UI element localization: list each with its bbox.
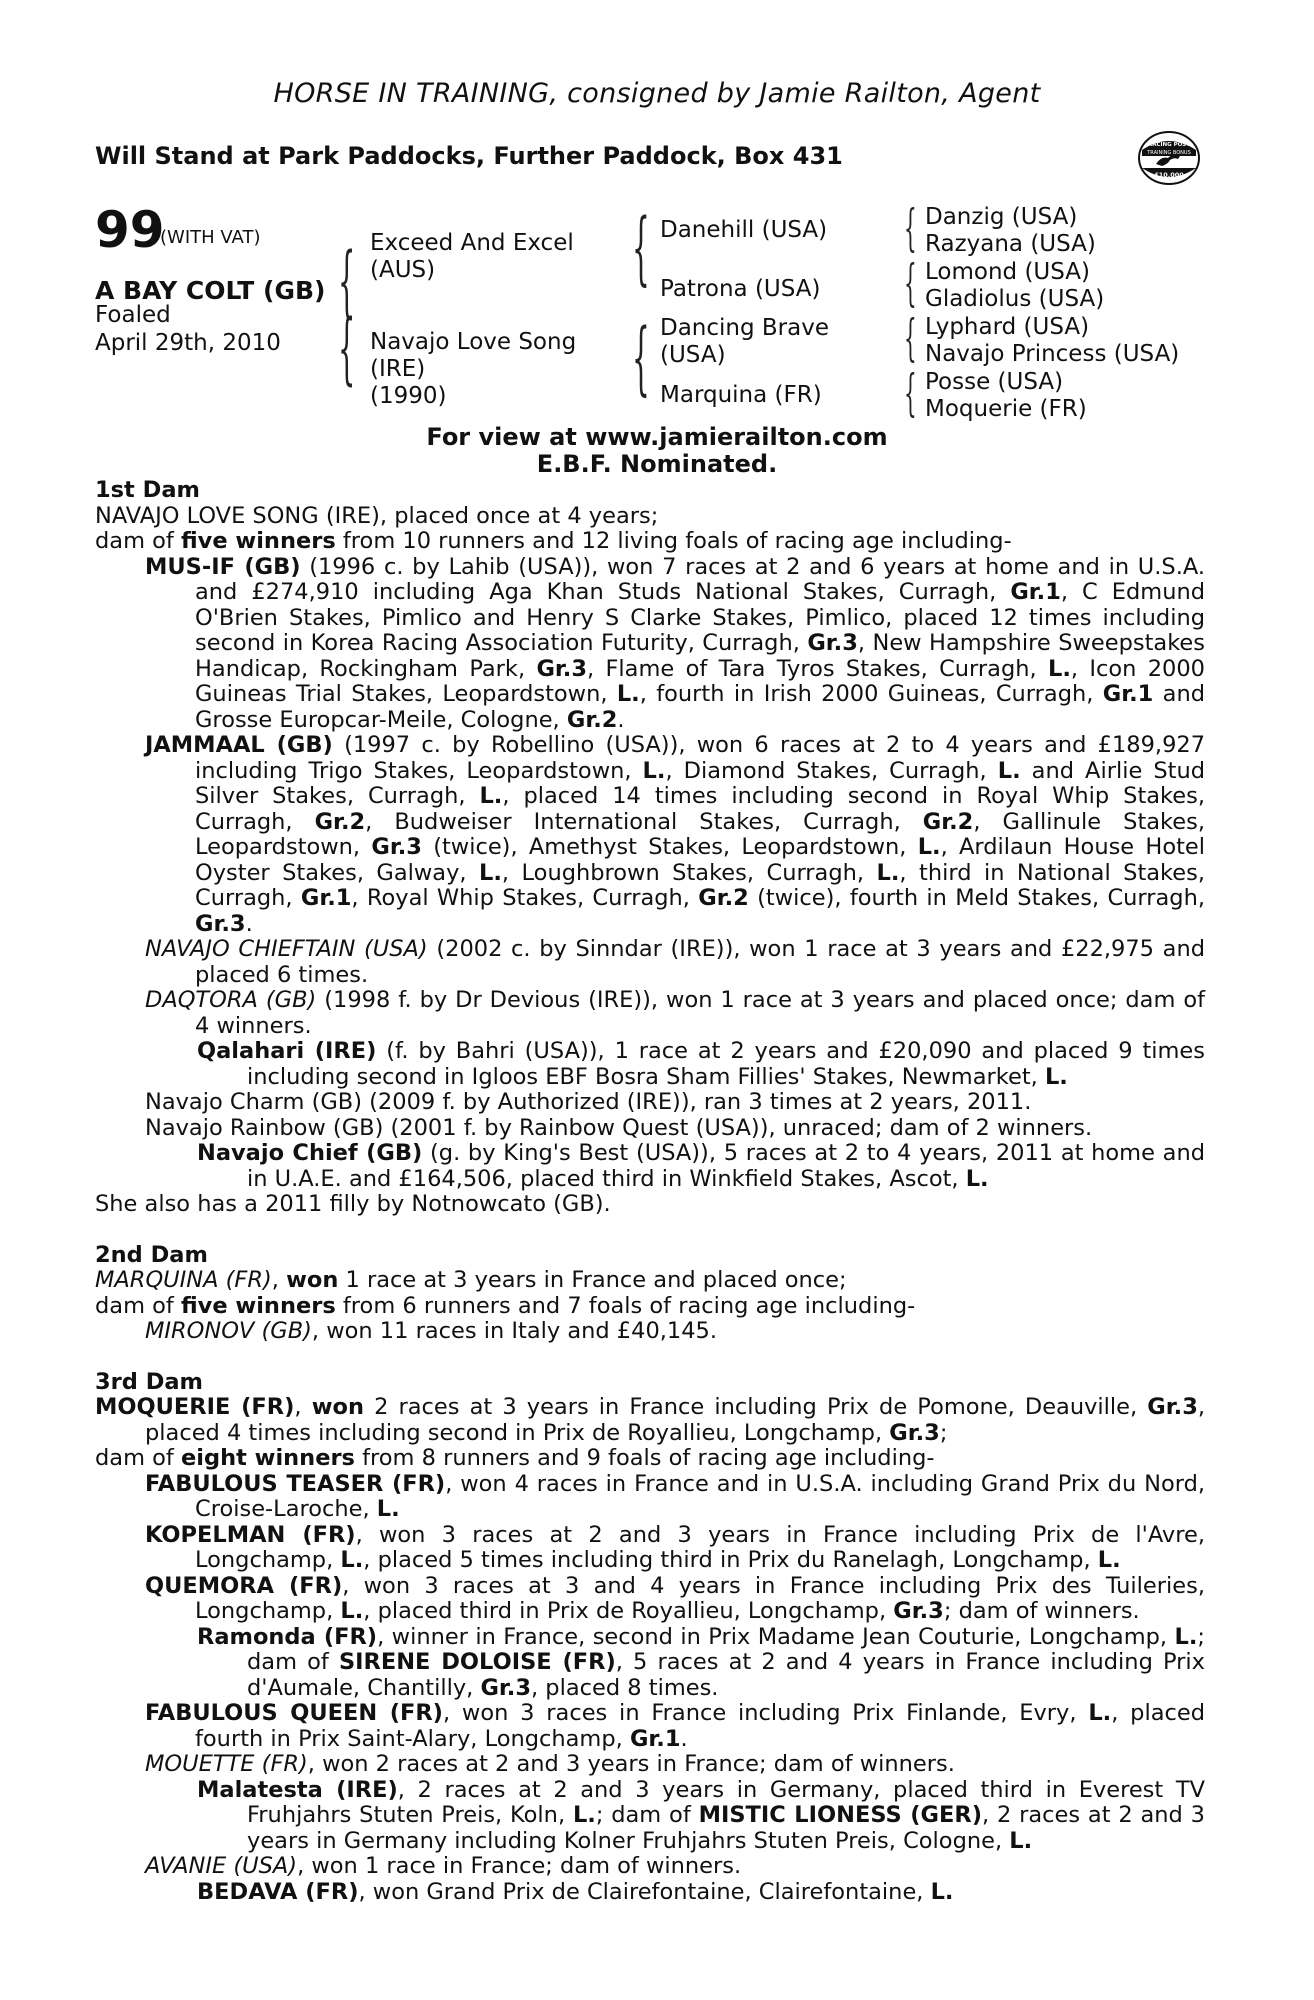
pedigree-brace: { xyxy=(904,254,917,312)
pedigree-gen3-7: Posse (USA) xyxy=(925,369,1064,395)
produce-entry: MIRONOV (GB), won 11 races in Italy and £40,145. xyxy=(145,1318,718,1344)
pedigree-dam: Navajo Love Song (IRE) (1990) xyxy=(370,329,577,409)
catalogue-body xyxy=(95,478,1205,1905)
produce-entry: MUS-IF (GB) (1996 c. by Lahib (USA)), won 7 races at 2 and 6 years at home and in U.S.A. and £274,910 including Aga Khan Studs National Stakes, Curragh, Gr.1, C Edmund O'Brien Stakes, Pimlico and Henry S Clarke Stakes, Pimlico, placed 12 times including second in Korea Racing Association Futurity, Curragh, Gr.3, New Hampshire Sweepstakes Handicap, Rockingham Park, Gr.3, Flame of Tara Tyros Stakes, Curragh, L., Icon 2000 Guineas Trial Stakes, Leopardstown, L., fourth in Irish 2000 Guineas, Curragh, Gr.1 and Grosse Europcar-Meile, Cologne, Gr.2. xyxy=(145,553,1205,733)
pedigree-gen2-2: Patrona (USA) xyxy=(660,276,821,302)
training-bonus-logo xyxy=(1138,130,1200,186)
third-dam-heading: 3rd Dam xyxy=(95,1368,203,1395)
produce-entry: KOPELMAN (FR), won 3 races at 2 and 3 years in France including Prix de l'Avre, Longchamp, L., placed 5 times including third in Prix du Ranelagh, Longchamp, L. xyxy=(145,1521,1206,1573)
pedigree-brace: { xyxy=(904,364,917,422)
pedigree-gen2-3: Dancing Brave (USA) xyxy=(660,315,829,368)
pedigree-gen2-1: Danehill (USA) xyxy=(660,217,828,243)
grand-produce-entry: Qalahari (IRE) (f. by Bahri (USA)), 1 race at 2 years and £20,090 and placed 9 times including second in Igloos EBF Bosra Sham Fillies' Stakes, Newmarket, L. xyxy=(197,1038,1205,1090)
produce-entry: DAQTORA (GB) (1998 f. by Dr Devious (IRE)), won 1 race at 3 years and placed once; dam of 4 winners. xyxy=(145,987,1205,1039)
produce-entry: Navajo Charm (GB) (2009 f. by Authorized (IRE)), ran 3 times at 2 years, 2011. xyxy=(145,1089,1032,1115)
ebf-nominated: E.B.F. Nominated. xyxy=(536,450,778,478)
pedigree-gen3-6: Navajo Princess (USA) xyxy=(925,341,1180,367)
produce-entry: FABULOUS QUEEN (FR), won 3 races in France including Prix Finlande, Evry, L., placed fourth in Prix Saint-Alary, Longchamp, Gr.1. xyxy=(145,1700,1205,1752)
third-dam-produce-intro: dam of eight winners from 8 runners and 9 foals of racing age including- xyxy=(95,1445,935,1471)
produce-entry: Navajo Rainbow (GB) (2001 f. by Rainbow Quest (USA)), unraced; dam of 2 winners. xyxy=(145,1114,1093,1141)
pedigree-gen3-1: Danzig (USA) xyxy=(925,204,1078,230)
svg-text:TRAINING BONUS: TRAINING BONUS xyxy=(1147,150,1191,156)
svg-text:£10,000: £10,000 xyxy=(1154,171,1184,179)
pedigree-brace: { xyxy=(632,201,650,294)
pedigree-brace: { xyxy=(904,309,917,367)
foaled-label: Foaled xyxy=(95,302,171,328)
grand-produce-entry: Ramonda (FR), winner in France, second in Prix Madame Jean Couturie, Longchamp, L.; dam of SIRENE DOLOISE (FR), 5 races at 2 and 4 years in France including Prix d'Aumale, Chantilly, Gr.3, placed 8 times. xyxy=(197,1623,1205,1701)
grand-produce-entry: BEDAVA (FR), won Grand Prix de Clairefontaine, Clairefontaine, L. xyxy=(197,1878,954,1905)
produce-entry: AVANIE (USA), won 1 race in France; dam of winners. xyxy=(145,1853,742,1879)
produce-entry: MOUETTE (FR), won 2 races at 2 and 3 years in France; dam of winners. xyxy=(145,1751,955,1777)
view-website: For view at www.jamierailton.com xyxy=(426,423,888,451)
lot-description: A BAY COLT (GB) xyxy=(95,276,326,305)
pedigree-brace: { xyxy=(904,199,917,257)
pedigree-gen3-8: Moquerie (FR) xyxy=(925,396,1087,422)
stand-location: Will Stand at Park Paddocks, Further Paddock, Box 431 xyxy=(95,142,843,170)
second-dam-heading: 2nd Dam xyxy=(95,1241,208,1268)
vat-note: (WITH VAT) xyxy=(160,227,261,248)
pedigree-brace: { xyxy=(338,237,356,327)
second-dam-produce-intro: dam of five winners from 6 runners and 7 foals of racing age including- xyxy=(95,1292,916,1319)
pedigree-gen3-5: Lyphard (USA) xyxy=(925,314,1090,340)
lot-number: 99 xyxy=(95,201,165,259)
third-dam-line: MOQUERIE (FR), won 2 races at 3 years in France including Prix de Pomone, Deauville, Gr.3, placed 4 times including second in Prix de Royallieu, Longchamp, Gr.3; xyxy=(95,1394,1206,1446)
grand-produce-entry: Navajo Chief (GB) (g. by King's Best (USA)), 5 races at 2 to 4 years, 2011 at home and in U.A.E. and £164,506, placed third in Winkfield Stakes, Ascot, L. xyxy=(197,1140,1205,1192)
pedigree-gen3-3: Lomond (USA) xyxy=(925,259,1090,285)
produce-entry: JAMMAAL (GB) (1997 c. by Robellino (USA)), won 6 races at 2 to 4 years and £189,927 including Trigo Stakes, Leopardstown, L., Diamond Stakes, Curragh, L. and Airlie Stud Silver Stakes, Curragh, L., placed 14 times including second in Royal Whip Stakes, Curragh, Gr.2, Budweiser International Stakes, Curragh, Gr.2, Gallinule Stakes, Leopardstown, Gr.3 (twice), Amethyst Stakes, Leopardstown, L., Ardilaun House Hotel Oyster Stakes, Galway, L., Loughbrown Stakes, Curragh, L., third in National Stakes, Curragh, Gr.1, Royal Whip Stakes, Curragh, Gr.2 (twice), fourth in Meld Stakes, Curragh, Gr.3. xyxy=(145,732,1206,937)
produce-entry: FABULOUS TEASER (FR), won 4 races in France and in U.S.A. including Grand Prix du Nord, Croise-Laroche, L. xyxy=(145,1470,1206,1522)
pedigree-gen3-2: Razyana (USA) xyxy=(925,231,1096,257)
first-dam-note: She also has a 2011 filly by Notnowcato (GB). xyxy=(95,1191,611,1217)
pedigree-brace: { xyxy=(338,304,356,394)
second-dam-line: MARQUINA (FR), won 1 race at 3 years in France and placed once; xyxy=(95,1267,847,1293)
pedigree-sire: Exceed And Excel (AUS) xyxy=(370,230,574,283)
pedigree-gen2-4: Marquina (FR) xyxy=(660,382,822,408)
svg-text:RACING POST: RACING POST xyxy=(1147,142,1191,148)
produce-entry: QUEMORA (FR), won 3 races at 3 and 4 years in France including Prix des Tuileries, Longchamp, L., placed third in Prix de Royallieu, Longchamp, Gr.3; dam of winners. xyxy=(145,1572,1205,1624)
produce-entry: NAVAJO CHIEFTAIN (USA) (2002 c. by Sinndar (IRE)), won 1 race at 3 years and £22,975 and placed 6 times. xyxy=(145,936,1205,988)
first-dam-produce-intro: dam of five winners from 10 runners and 12 living foals of racing age including- xyxy=(95,528,1012,554)
foaled-date: April 29th, 2010 xyxy=(95,330,281,356)
pedigree-brace: { xyxy=(632,311,650,404)
pedigree-gen3-4: Gladiolus (USA) xyxy=(925,286,1105,312)
page-title: HORSE IN TRAINING, consigned by Jamie Railton, Agent xyxy=(273,78,1041,109)
first-dam-line: NAVAJO LOVE SONG (IRE), placed once at 4 years; xyxy=(95,502,659,529)
grand-produce-entry: Malatesta (IRE), 2 races at 2 and 3 years in Germany, placed third in Everest TV Fruhjahrs Stuten Preis, Koln, L.; dam of MISTIC LIONESS (GER), 2 races at 2 and 3 years in Germany including Kolner Fruhjahrs Stuten Preis, Cologne, L. xyxy=(197,1776,1205,1854)
first-dam-heading: 1st Dam xyxy=(95,477,200,503)
